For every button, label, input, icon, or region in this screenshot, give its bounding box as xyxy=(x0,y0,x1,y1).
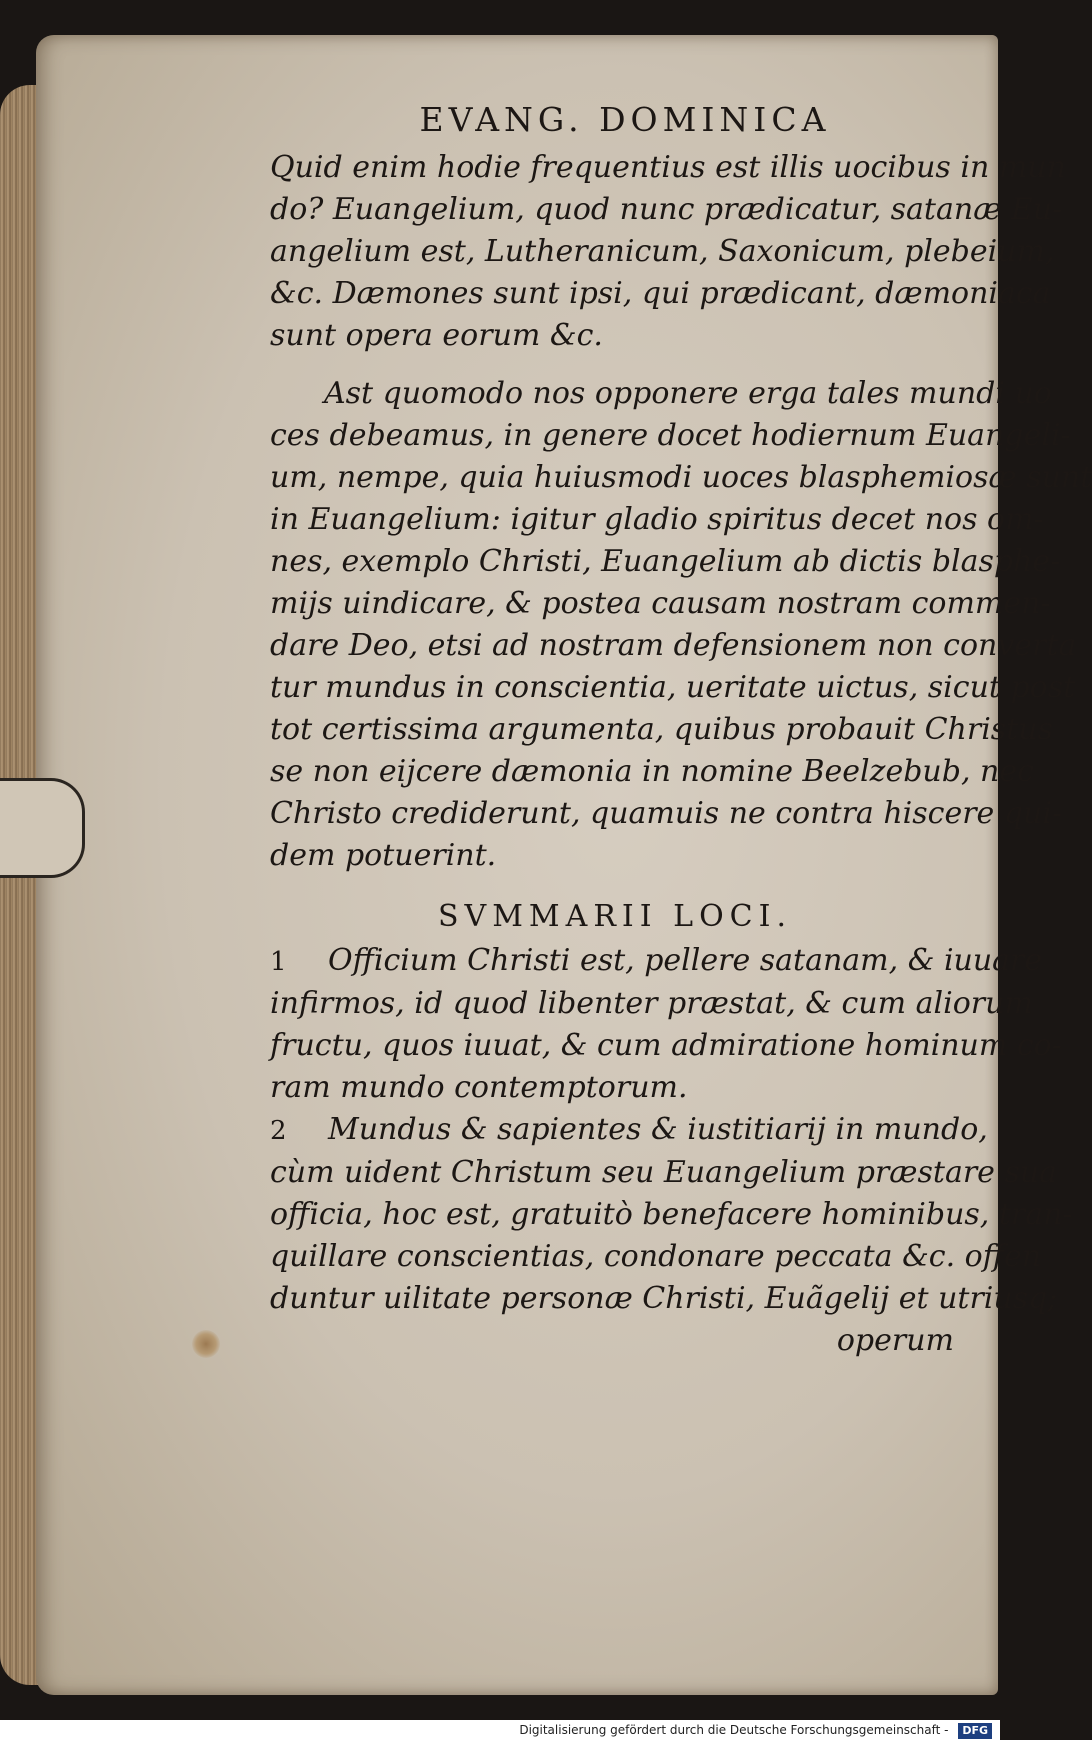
text-line: ram mundo contemptorum. xyxy=(270,1070,688,1105)
text-line: in Euangelium: igitur gladio spiritus decet nos om- xyxy=(270,502,1044,537)
text-line: fructu, quos iuuat, & cum admiratione hominum co- xyxy=(270,1028,1062,1063)
section-title: SVMMARII LOCI. xyxy=(438,899,792,934)
text-line: Ast quomodo nos opponere erga tales mundi uo xyxy=(324,376,1052,411)
item-text: Officium Christi est, pellere satanam, & iuuare xyxy=(328,943,1043,978)
text-line: Quid enim hodie frequentius est illis uocibus in mun xyxy=(270,150,1066,185)
text-line: quillare conscientias, condonare peccata &c. offen xyxy=(270,1239,1042,1274)
text-line: dem potuerint. xyxy=(270,838,497,873)
text-line: cùm uident Christum seu Euangelium præstare sua xyxy=(270,1155,1058,1190)
text-line: nes, exemplo Christi, Euangelium ab dictis blasphe- xyxy=(270,544,1061,579)
text-line: angelium est, Lutheranicum, Saxonicum, plebeium, xyxy=(270,234,1055,269)
text-line xyxy=(270,940,1043,983)
summary-item xyxy=(270,940,1062,1109)
text-line: &c. Dæmones sunt ipsi, qui prædicant, dæmoniaca xyxy=(270,276,1051,311)
text-line: sunt opera eorum &c. xyxy=(270,318,603,353)
text-line: do? Euangelium, quod nunc prædicatur, satanæ Eu- xyxy=(270,192,1063,227)
text-line: tur mundus in conscientia, ueritate uictus, sicut post xyxy=(270,670,1076,705)
item-number: 2 xyxy=(270,1116,287,1146)
text-line: ces debeamus, in genere docet hodiernum Euangeli- xyxy=(270,418,1071,453)
summary-list xyxy=(270,940,1073,1320)
text-line: Christo crediderunt, quamuis ne contra hiscere qui- xyxy=(270,796,1063,831)
text-line: mijs uindicare, & postea causam nostram commen- xyxy=(270,586,1051,621)
dfg-logo-icon: DFG xyxy=(958,1723,992,1739)
catchword: operum xyxy=(836,1323,954,1358)
text-line: tot certissima argumenta, quibus probauit Christus xyxy=(270,712,1053,747)
text-line xyxy=(270,1109,988,1152)
item-number: 1 xyxy=(270,947,287,977)
paper-stain xyxy=(192,1330,220,1358)
text-line: infirmos, id quod libenter præstat, & cum aliorum xyxy=(270,986,1033,1021)
text-line: se non eijcere dæmonia in nomine Beelzebub, nec xyxy=(270,754,1034,789)
item-text: Mundus & sapientes & iustitiarij in mundo, xyxy=(328,1112,988,1147)
footer xyxy=(0,1720,1000,1740)
page-tab-marker xyxy=(0,778,85,878)
text-line: duntur uilitate personæ Christi, Euãgelij et utriusq; xyxy=(270,1281,1058,1316)
text-line: officia, hoc est, gratuitò benefacere hominibus, tran- xyxy=(270,1197,1073,1232)
paragraph-2 xyxy=(270,373,1092,877)
text-line: dare Deo, etsi ad nostram defensionem non converta xyxy=(270,628,1077,663)
paragraph-1 xyxy=(270,147,1066,357)
page-text xyxy=(270,100,1092,1362)
text-line: um, nempe, quia huiusmodi uoces blasphemiosæ sunt xyxy=(270,460,1092,495)
running-head: EVANG. DOMINICA xyxy=(419,100,831,139)
summary-item xyxy=(270,1109,1073,1320)
footer-credit: Digitalisierung gefördert durch die Deutsche Forschungsgemeinschaft - xyxy=(519,1723,949,1737)
